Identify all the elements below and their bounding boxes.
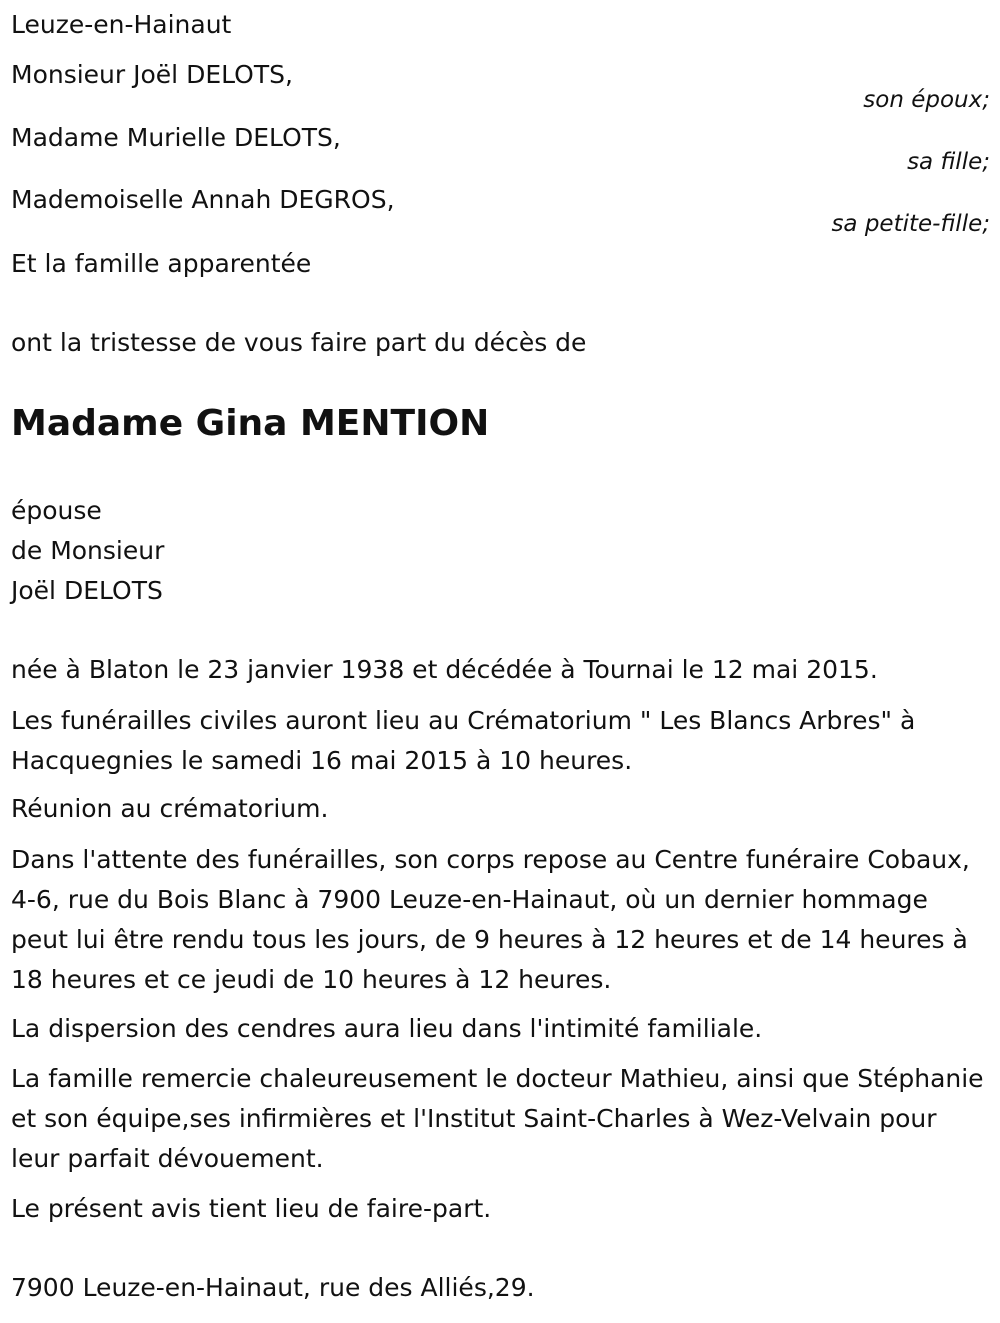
notice-statement: Le présent avis tient lieu de faire-part. [11, 1194, 492, 1223]
deceased-name: Madame Gina MENTION [11, 403, 490, 444]
family-member-relation: sa fille; [907, 149, 990, 175]
birth-death-dates: née à Blaton le 23 janvier 1938 et décédée à Tournai le 12 mai 2015. [11, 655, 878, 684]
visitation-paragraph: Dans l'attente des funérailles, son corps repose au Centre funéraire Cobaux, 4-6, rue du Bois Blanc à 7900 Leuze-en-Hainaut, où un dernier hommage peut lui être rendu tous les jours, de 9 heures à 12 heures et de 14 heures à 18 heures et ce jeudi de 10 heures à 12 heures. [11, 845, 970, 994]
announcement-text: ont la tristesse de vous faire part du décès de [11, 328, 587, 357]
family-closing: Et la famille apparentée [11, 249, 312, 278]
family-member-relation: son époux; [863, 87, 990, 113]
spouse-line: Joël DELOTS [11, 576, 163, 605]
ashes-paragraph: La dispersion des cendres aura lieu dans l'intimité familiale. [11, 1014, 763, 1043]
family-member-name: Madame Murielle DELOTS, [11, 123, 341, 152]
town-heading: Leuze-en-Hainaut [11, 10, 232, 39]
family-address: 7900 Leuze-en-Hainaut, rue des Alliés,29. [11, 1273, 535, 1302]
funeral-paragraph: Les funérailles civiles auront lieu au Crématorium " Les Blancs Arbres" à Hacquegnies le samedi 16 mai 2015 à 10 heures. [11, 706, 916, 775]
family-member-name: Mademoiselle Annah DEGROS, [11, 185, 395, 214]
family-member-name: Monsieur Joël DELOTS, [11, 60, 293, 89]
thanks-paragraph: La famille remercie chaleureusement le docteur Mathieu, ainsi que Stéphanie et son équipe,ses infirmières et l'Institut Saint-Charles à Wez-Velvain pour leur parfait dévouement. [11, 1064, 984, 1173]
family-member-relation: sa petite-fille; [831, 211, 990, 237]
spouse-line: épouse [11, 496, 102, 525]
gathering-paragraph: Réunion au crématorium. [11, 794, 329, 823]
spouse-line: de Monsieur [11, 536, 165, 565]
